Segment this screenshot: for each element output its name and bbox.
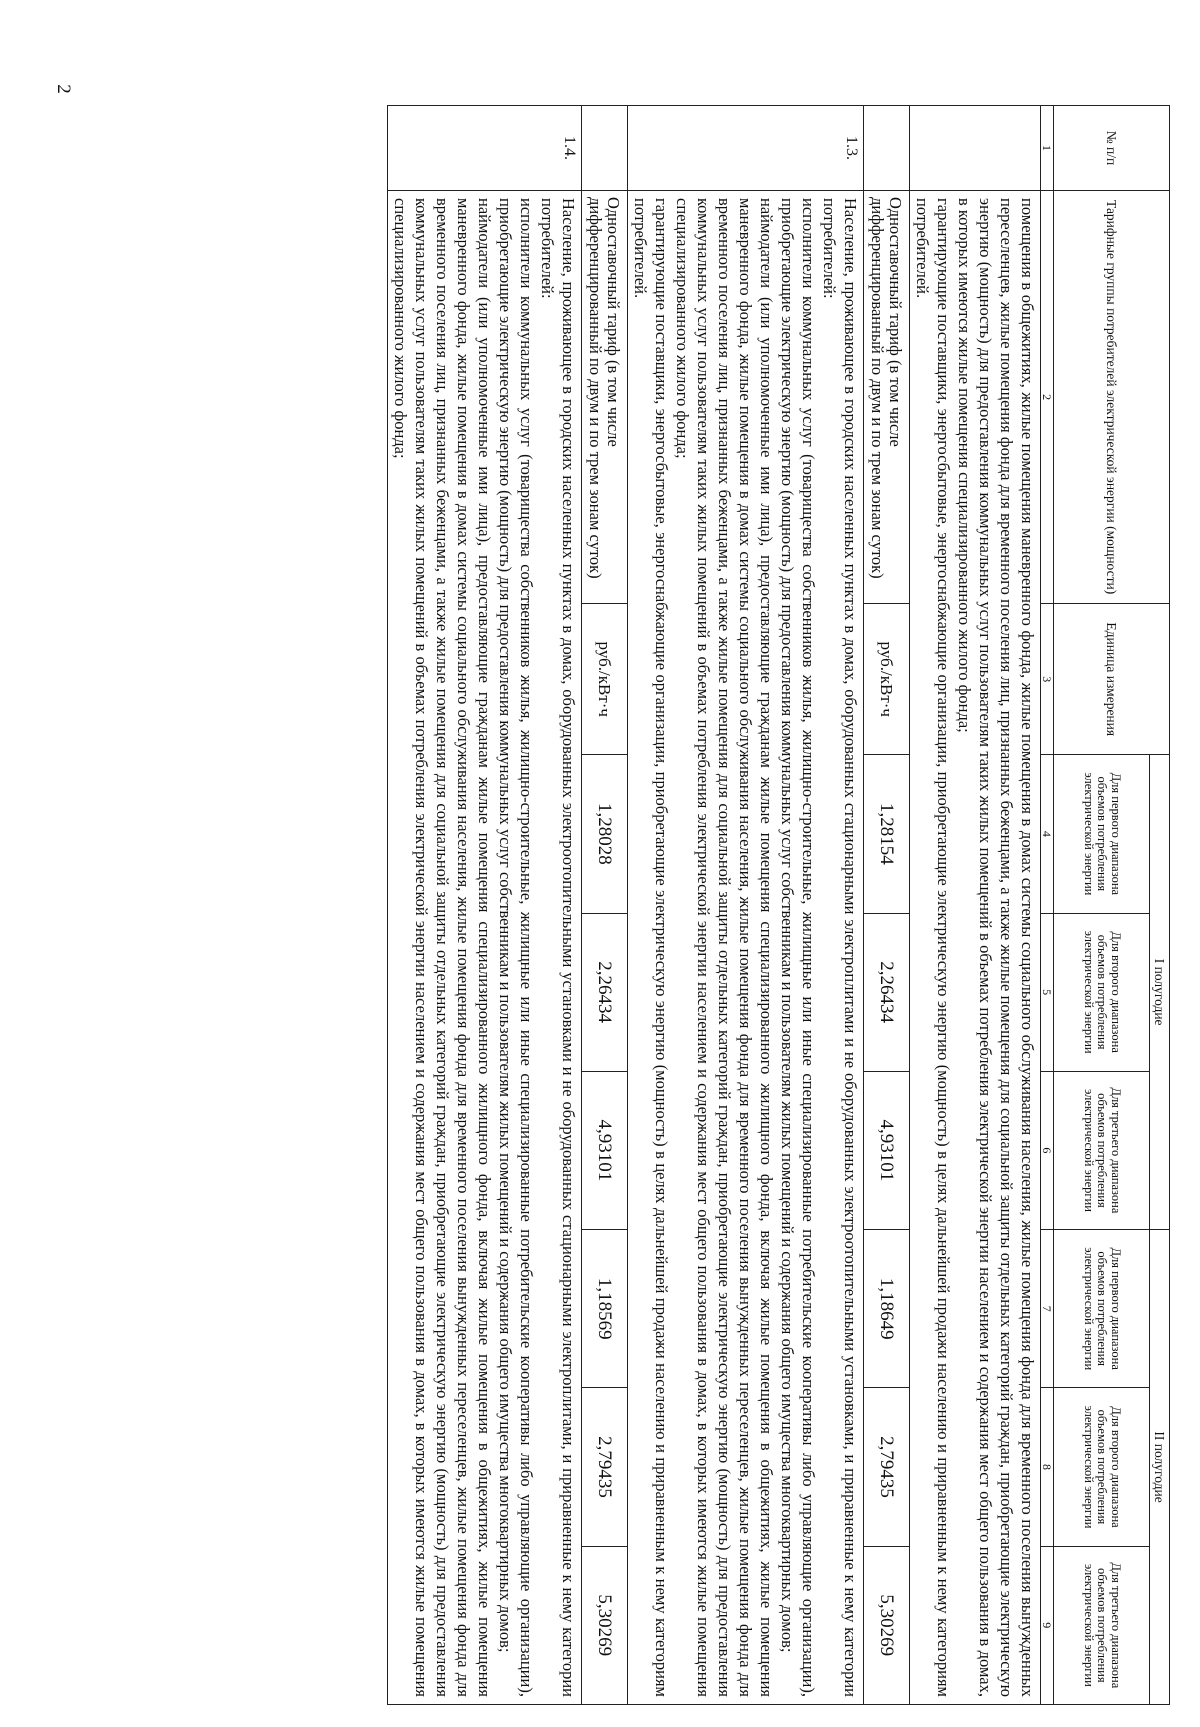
header-range-3: Для третьего диапазона объемов потребления электрической энергии	[1054, 1071, 1150, 1229]
tariff-value: 2,79435	[582, 1388, 628, 1546]
header-half-2: II полугодие	[1150, 1230, 1170, 1705]
table-row	[910, 106, 1041, 1705]
tariff-value: 5,30269	[864, 1546, 910, 1704]
tariff-value: 1,18649	[864, 1230, 910, 1388]
description-paragraph: наймодатели (или уполномоченные ими лица), предоставляющие гражданам жилые помещения специализированного жилищного фонда, включая жилые помещения в общежитиях, жилые помещения маневренного фонда, жилые помещения в домах системы социального обслуживания населения, жилые помещения фонда для временного поселения вынужденных переселенцев, жилые помещения фонда для временного поселения лиц, признанных беженцами, а также жилые помещения для социальной защиты отдельных категорий граждан, приобретающие электрическую энергию (мощность) для предоставления коммунальных услуг пользователям таких жилых помещений в объемах потребления электрической энергии населением и содержания мест общего пользования в домах, в которых имеются жилые помещения специализированного жилого фонда;	[673, 198, 776, 1697]
column-number: 8	[1041, 1388, 1054, 1546]
column-number: 9	[1041, 1546, 1054, 1704]
header-unit: Единица измерения	[1054, 604, 1170, 755]
tariff-label: Одноставочный тариф (в том числе дифференцированный по двум и по трем зонам суток)	[864, 191, 910, 604]
table-row	[388, 106, 582, 1705]
tariff-value: 4,93101	[864, 1071, 910, 1229]
description-paragraph: исполнители коммунальных услуг (товарищества собственников жилья, жилищно-строительные, жилищные или иные специализированные потребительские кооперативы либо управляющие организации), приобретающие электрическую энергию (мощность) для предоставления коммунальных услуг собственникам и пользователям жилых помещений и содержания общего имущества многоквартирных домов;	[778, 198, 818, 1697]
tariff-value: 4,93101	[582, 1071, 628, 1229]
column-number: 7	[1041, 1230, 1054, 1388]
header-range-1: Для первого диапазона объемов потребления электрической энергии	[1054, 755, 1150, 913]
description-paragraph: наймодатели (или уполномоченные ими лица), предоставляющие гражданам жилые помещения специализированного жилищного фонда, включая жилые помещения в общежитиях, жилые помещения маневренного фонда, жилые помещения в домах системы социального обслуживания населения, жилые помещения фонда для временного поселения вынужденных переселенцев, жилые помещения фонда для временного поселения лиц, признанных беженцами, а также жилые помещения для социальной защиты отдельных категорий граждан, приобретающие электрическую энергию (мощность) для предоставления коммунальных услуг пользователям таких жилых помещений в объемах потребления электрической энергии населением и содержания мест общего пользования в домах, в которых имеются жилые помещения специализированного жилого фонда;	[391, 198, 494, 1697]
unit-cell: руб./кВт·ч	[864, 604, 910, 755]
header-half-1: I полугодие	[1150, 755, 1170, 1230]
table-row	[628, 106, 864, 1705]
tariff-value: 1,18569	[582, 1230, 628, 1388]
column-number: 6	[1041, 1071, 1054, 1229]
row-number-cell	[582, 106, 628, 191]
description-paragraph: гарантирующие поставщики, энергосбытовые, энергоснабжающие организации, приобретающие электрическую энергию (мощность) в целях дальнейшей продажи населению и приравненным к нему категориям потребителей.	[913, 198, 953, 1697]
description-paragraph: помещения в общежитиях, жилые помещения маневренного фонда, жилые помещения в домах системы социального обслуживания населения, жилые помещения фонда для временного поселения вынужденных переселенцев, жилые помещения фонда для временного поселения лиц, признанных беженцами, а также жилые помещения для социальной защиты отдельных категорий граждан, приобретающие электрическую энергию (мощность) для предоставления коммунальных услуг пользователям таких жилых помещений в объемах потребления электрической энергии населением и содержания мест общего пользования в домах, в которых имеются жилые помещения специализированного жилого фонда;	[955, 198, 1037, 1697]
column-number: 5	[1041, 913, 1054, 1071]
description-paragraph: исполнители коммунальных услуг (товарищества собственников жилья, жилищно-строительные, жилищные или иные специализированные потребительские кооперативы либо управляющие организации), приобретающие электрическую энергию (мощность) для предоставления коммунальных услуг собственникам и пользователям жилых помещений и содержания общего имущества многоквартирных домов;	[496, 198, 536, 1697]
row-number-cell	[864, 106, 910, 191]
unit-cell: руб./кВт·ч	[582, 604, 628, 755]
tariff-value: 2,79435	[864, 1388, 910, 1546]
section-description	[388, 191, 582, 1705]
tariff-value: 2,26434	[582, 913, 628, 1071]
table-row	[582, 106, 628, 1705]
tariff-value: 5,30269	[582, 1546, 628, 1704]
header-tariff-group: Тарифные группы потребителей электрической энергии (мощности)	[1054, 191, 1170, 604]
column-number: 2	[1041, 191, 1054, 604]
column-number: 4	[1041, 755, 1054, 913]
tariff-value: 1,28154	[864, 755, 910, 913]
header-number: № п/п	[1054, 106, 1170, 191]
tariff-table	[387, 105, 1170, 1705]
row-number-cell	[910, 106, 1041, 191]
column-number: 1	[1041, 106, 1054, 191]
page-number: 2	[52, 84, 74, 94]
column-number: 3	[1041, 604, 1054, 755]
tariff-value: 2,26434	[864, 913, 910, 1071]
header-range-3: Для третьего диапазона объемов потребления электрической энергии	[1054, 1546, 1150, 1704]
rotated-tariff-table-container	[110, 105, 1170, 1705]
row-number: 1.3.	[628, 106, 864, 191]
table-row	[864, 106, 910, 1705]
description-paragraph: Население, проживающее в городских населенных пунктах в домах, оборудованных электроотопительными установками и не оборудованных стационарными электроплитами, и приравненные к нему категории потребителей:	[538, 198, 578, 1697]
tariff-label: Одноставочный тариф (в том числе дифференцированный по двум и по трем зонам суток)	[582, 191, 628, 604]
section-description	[628, 191, 864, 1705]
header-range-2: Для второго диапазона объемов потребления электрической энергии	[1054, 913, 1150, 1071]
tariff-value: 1,28028	[582, 755, 628, 913]
description-paragraph: Население, проживающее в городских населенных пунктах в домах, оборудованных стационарными электроплитами и не оборудованных электроотопительными установками, и приравненные к нему категории потребителей:	[820, 198, 860, 1697]
header-range-2: Для второго диапазона объемов потребления электрической энергии	[1054, 1388, 1150, 1546]
row-number: 1.4.	[388, 106, 582, 191]
header-range-1: Для первого диапазона объемов потребления электрической энергии	[1054, 1230, 1150, 1388]
section-description	[910, 191, 1041, 1705]
description-paragraph: гарантирующие поставщики, энергосбытовые, энергоснабжающие организации, приобретающие электрическую энергию (мощность) в целях дальнейшей продажи населению и приравненным к нему категориям потребителей.	[631, 198, 671, 1697]
